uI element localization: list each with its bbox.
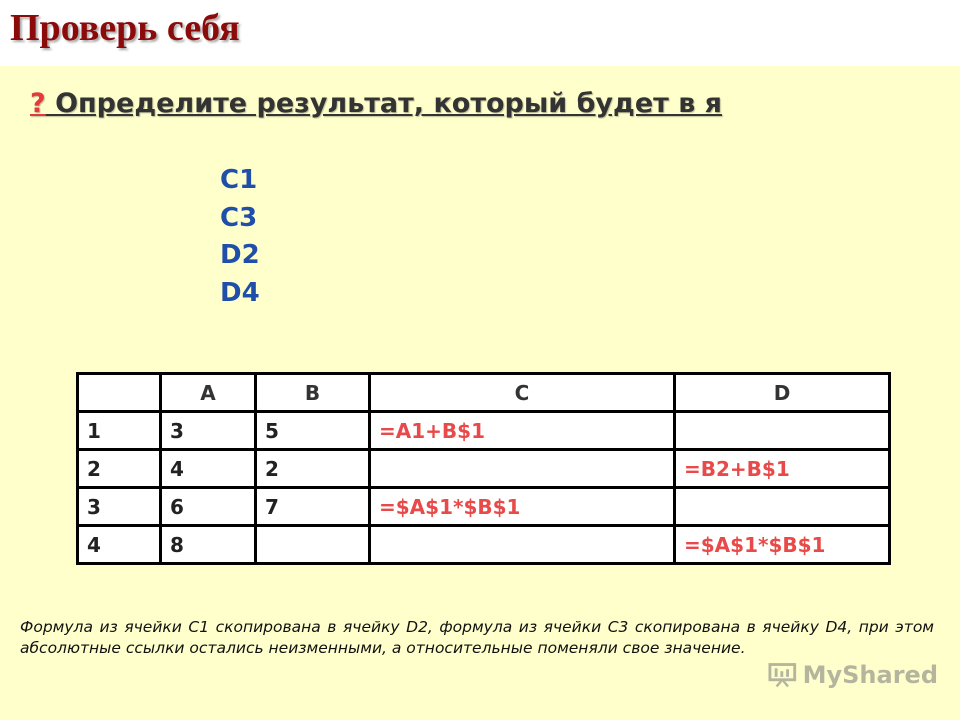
cell-d4: =$A$1*$B$1 xyxy=(675,526,890,564)
cell-b2: 2 xyxy=(256,450,370,488)
cell-ref-d2: D2 xyxy=(220,240,260,270)
cell-b3: 7 xyxy=(256,488,370,526)
cell-c4 xyxy=(370,526,675,564)
row-number: 3 xyxy=(78,488,161,526)
cell-ref-c3: C3 xyxy=(220,202,258,233)
table-row xyxy=(78,526,890,564)
cell-list xyxy=(220,162,260,312)
cell-c1: =A1+B$1 xyxy=(370,412,675,450)
row-number: 2 xyxy=(78,450,161,488)
presentation-board-icon xyxy=(768,662,797,688)
cell-a3: 6 xyxy=(161,488,256,526)
cell-a2: 4 xyxy=(161,450,256,488)
cell-ref-c1: C1 xyxy=(220,165,258,195)
cell-a4: 8 xyxy=(161,526,256,564)
cell-c2 xyxy=(370,450,675,488)
cell-b4 xyxy=(256,526,370,564)
cell-c3: =$A$1*$B$1 xyxy=(370,488,675,526)
cell-d2: =B2+B$1 xyxy=(675,450,890,488)
row-number: 1 xyxy=(78,412,161,450)
watermark-text: MyShared xyxy=(802,661,938,689)
column-header-b: B xyxy=(256,374,370,412)
table-row xyxy=(78,450,890,488)
explanation-text: Формула из ячейки С1 скопирована в ячейку D2, формула из ячейки С3 скопирована в ячейку D4, при этом абсолютные ссылки остались неизменными, а относительные поменяли свое значение. xyxy=(20,618,934,657)
question-mark: ? xyxy=(30,88,46,119)
question xyxy=(30,88,722,119)
cell-b1: 5 xyxy=(256,412,370,450)
column-header-d: D xyxy=(675,374,890,412)
question-text: Определите результат, который будет в я xyxy=(45,88,723,119)
cell-ref-d4: D4 xyxy=(220,277,260,308)
table-header-row xyxy=(78,374,890,412)
cell-d1 xyxy=(675,412,890,450)
column-header-a: A xyxy=(161,374,256,412)
slide-content xyxy=(0,66,960,720)
table-row xyxy=(78,488,890,526)
row-number: 4 xyxy=(78,526,161,564)
column-header-c: C xyxy=(370,374,675,412)
slide-header xyxy=(0,0,960,66)
cell-d3 xyxy=(675,488,890,526)
table-row xyxy=(78,412,890,450)
spreadsheet-table xyxy=(76,372,891,565)
cell-a1: 3 xyxy=(161,412,256,450)
watermark xyxy=(768,656,938,694)
slide-title: Проверь себя xyxy=(10,7,240,49)
header-corner xyxy=(78,374,161,412)
